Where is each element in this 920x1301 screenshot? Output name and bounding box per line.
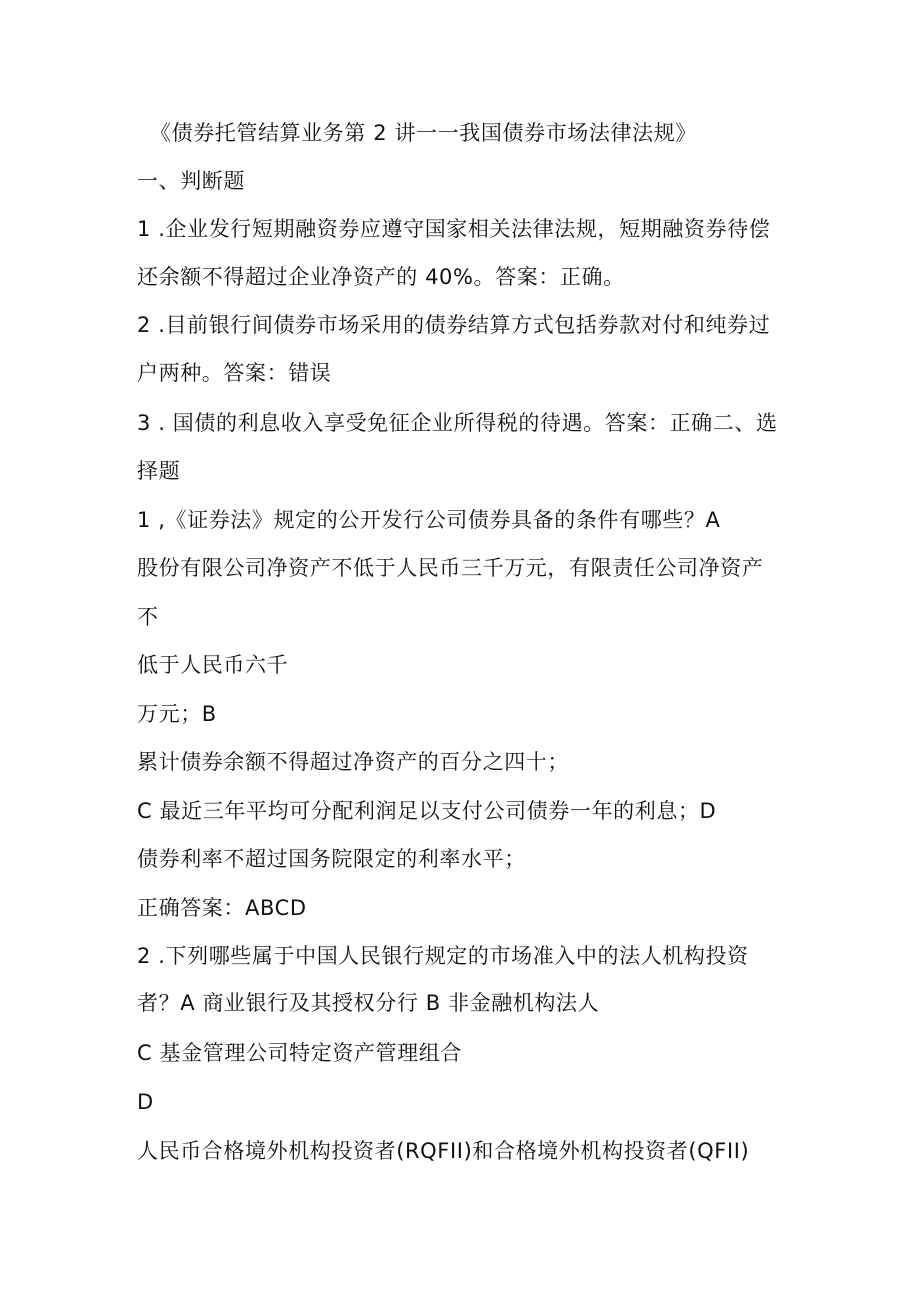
text-line: 者？A 商业银行及其授权分行 B 非金融机构法人	[137, 991, 600, 1015]
text-line: 择题	[137, 459, 181, 483]
text-line: 万元；B	[137, 702, 217, 726]
text-line: D	[137, 1090, 154, 1114]
text-line: 还余额不得超过企业净资产的 40%。答案：正确。	[137, 265, 625, 289]
text-line: 2 .下列哪些属于中国人民银行规定的市场准入中的法人机构投资	[137, 944, 749, 968]
text-line: 累计债券余额不得超过净资产的百分之四十；	[137, 750, 569, 774]
text-line: 3 . 国债的利息收入享受免征企业所得税的待遇。答案：正确二、选	[137, 411, 778, 435]
text-line: 低于人民币六千	[137, 653, 289, 677]
text-line: 1 .企业发行短期融资券应遵守国家相关法律法规，短期融资券待偿	[137, 217, 771, 241]
text-line: 债券利率不超过国务院限定的利率水平；	[137, 847, 526, 871]
text-line: 1 ,《证券法》规定的公开发行公司债券具备的条件有哪些？A	[137, 508, 721, 532]
text-line: 不	[137, 605, 159, 629]
text-line: 股份有限公司净资产不低于人民币三千万元，有限责任公司净资产	[137, 556, 764, 580]
section-heading-judgement: 一、判断题	[137, 169, 245, 193]
text-line: C 基金管理公司特定资产管理组合	[137, 1041, 462, 1065]
answer-line: 正确答案：ABCD	[137, 896, 307, 920]
text-line: 人民币合格境外机构投资者(RQFII)和合格境外机构投资者(QFII)	[137, 1139, 750, 1163]
text-line: C 最近三年平均可分配利润足以支付公司债券一年的利息；D	[137, 799, 717, 823]
text-line: 2 .目前银行间债券市场采用的债券结算方式包括券款对付和纯券过	[137, 313, 771, 337]
text-line: 户两种。答案：错误	[137, 361, 332, 385]
document-title: 《债券托管结算业务第 2 讲一一我国债券市场法律法规》	[150, 121, 697, 145]
